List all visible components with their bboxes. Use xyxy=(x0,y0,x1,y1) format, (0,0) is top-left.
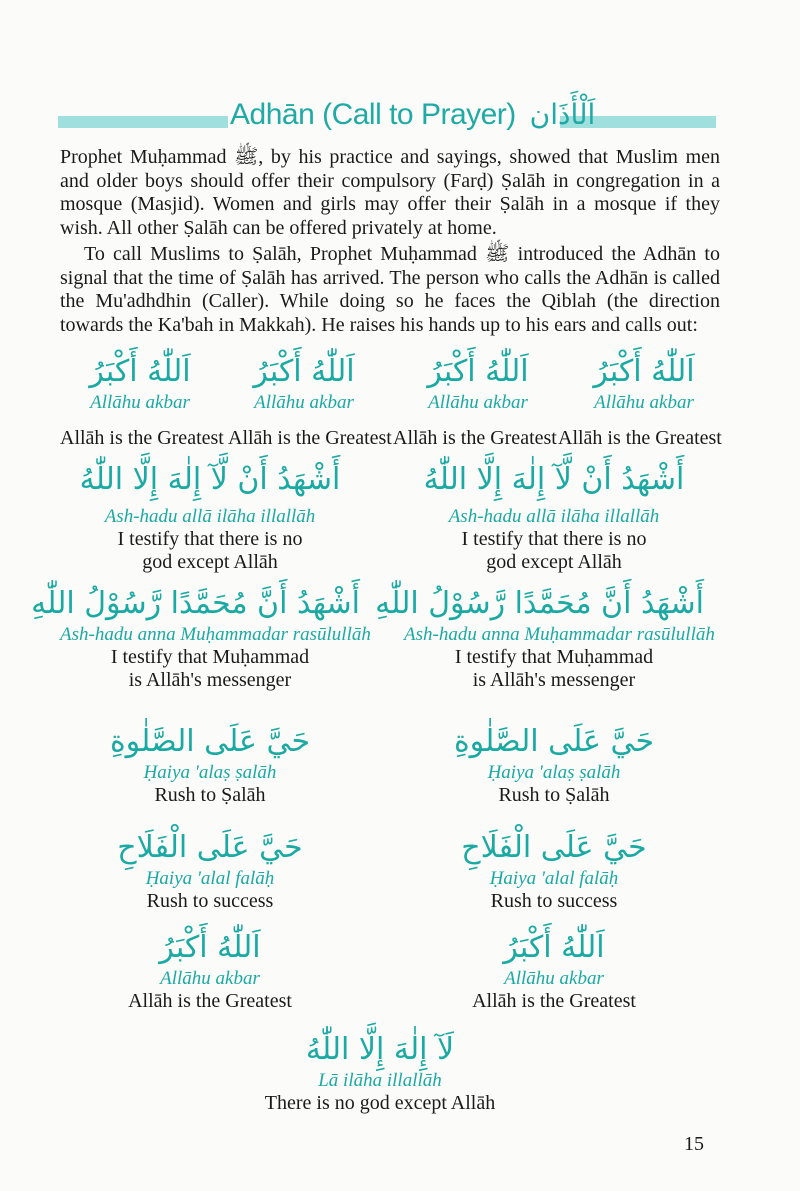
takbir-block-4 xyxy=(564,352,724,414)
shahada1-translit: Ash-hadu allā ilāha illallāh xyxy=(448,506,660,527)
salah-translit: Ḥaiya 'alaṣ ṣalāh xyxy=(487,762,621,783)
takbir-final-block-right xyxy=(404,928,704,1013)
title-arabic: اَلْأَذَان xyxy=(529,98,596,131)
shahada1-arabic: أَشْهَدُ أَنْ لَّآ إِلٰهَ إِلَّا اللّٰهُ xyxy=(79,462,341,497)
salah-meaning: Rush to Ṣalāh xyxy=(498,784,610,806)
shahada2-meaning-line2: is Allāh's messenger xyxy=(472,669,636,691)
shahada1-meaning-line2: god except Allāh xyxy=(142,551,278,573)
takbir-arabic: اَللّٰهُ أَكْبَرُ xyxy=(503,930,605,965)
takbir-translit: Allāhu akbar xyxy=(160,968,260,989)
takbir-final-block-left xyxy=(60,928,360,1013)
adhan-paragraph: To call Muslims to Ṣalāh, Prophet Muḥammad ﷺ introduced the Adhān to signal that the time of Ṣalāh has arrived. The person who calls the Adhān is called the Mu'adhdhin (Caller). While doing so he faces the Qiblah (the direction towards the Ka'bah in Makkah). He raises his hands up to his ears and calls out: xyxy=(60,243,720,336)
takbir-meaning-1: Allāh is the Greatest xyxy=(60,427,224,449)
salah-block-right xyxy=(404,722,704,807)
shahada2-block-right xyxy=(375,584,715,692)
shahada2-arabic: أَشْهَدُ أَنَّ مُحَمَّدًا رَّسُوْلُ اللّٰهِ xyxy=(31,586,360,621)
salah-arabic: حَيَّ عَلَى الصَّلٰوةِ xyxy=(109,724,311,759)
takbir-arabic: اَللّٰهُ أَكْبَرُ xyxy=(427,354,529,389)
page-number: 15 xyxy=(684,1133,704,1155)
shahada2-block-left xyxy=(31,584,371,692)
takbir-translit: Allāhu akbar xyxy=(504,968,604,989)
falah-translit: Ḥaiya 'alal falāḥ xyxy=(489,868,619,889)
shahada2-meaning-line1: I testify that Muḥammad xyxy=(454,646,654,668)
falah-translit: Ḥaiya 'alal falāḥ xyxy=(145,868,275,889)
falah-block-left xyxy=(60,828,360,913)
salah-meaning: Rush to Ṣalāh xyxy=(154,784,266,806)
falah-arabic: حَيَّ عَلَى الْفَلَاحِ xyxy=(461,830,647,865)
shahada1-meaning-line1: I testify that there is no xyxy=(117,528,303,550)
shahada1-block-left xyxy=(60,460,360,574)
intro-paragraph: Prophet Muḥammad ﷺ, by his practice and sayings, showed that Muslim men and older boys should offer their compulsory (Farḍ) Ṣalāh in congregation in a mosque (Masjid). Women and girls may offer their Ṣalāh in a mosque if they wish. All other Ṣalāh can be offered privately at home. xyxy=(60,146,720,239)
falah-meaning: Rush to success xyxy=(490,890,618,912)
takbir-meaning-2: Allāh is the Greatest xyxy=(228,427,392,449)
takbir-translit: Allāhu akbar xyxy=(428,392,528,413)
takbir-block-2 xyxy=(226,352,382,414)
tahlil-translit: Lā ilāha illallāh xyxy=(318,1070,442,1091)
falah-block-right xyxy=(404,828,704,913)
takbir-translit: Allāhu akbar xyxy=(254,392,354,413)
takbir-meaning-4: Allāh is the Greatest xyxy=(558,427,722,449)
salah-arabic: حَيَّ عَلَى الصَّلٰوةِ xyxy=(453,724,655,759)
falah-arabic: حَيَّ عَلَى الْفَلَاحِ xyxy=(117,830,303,865)
title-english: Adhān (Call to Prayer) xyxy=(230,98,516,131)
shahada2-translit: Ash-hadu anna Muḥammadar rasūlullāh xyxy=(60,624,371,645)
takbir-translit: Allāhu akbar xyxy=(594,392,694,413)
takbir-meaning-3: Allāh is the Greatest xyxy=(393,427,557,449)
takbir-block-1 xyxy=(60,352,220,414)
falah-meaning: Rush to success xyxy=(146,890,274,912)
salah-translit: Ḥaiya 'alaṣ ṣalāh xyxy=(143,762,277,783)
shahada1-block-right xyxy=(404,460,704,574)
shahada1-meaning-line2: god except Allāh xyxy=(486,551,622,573)
shahada1-arabic: أَشْهَدُ أَنْ لَّآ إِلٰهَ إِلَّا اللّٰهُ xyxy=(423,462,685,497)
shahada2-meaning-line1: I testify that Muḥammad xyxy=(110,646,310,668)
shahada2-meaning-line2: is Allāh's messenger xyxy=(128,669,292,691)
takbir-arabic: اَللّٰهُ أَكْبَرُ xyxy=(593,354,695,389)
takbir-arabic: اَللّٰهُ أَكْبَرُ xyxy=(159,930,261,965)
tahlil-block xyxy=(230,1030,530,1115)
shahada1-translit: Ash-hadu allā ilāha illallāh xyxy=(104,506,316,527)
page-title xyxy=(230,98,596,132)
takbir-translit: Allāhu akbar xyxy=(90,392,190,413)
shahada2-translit: Ash-hadu anna Muḥammadar rasūlullāh xyxy=(404,624,715,645)
takbir-meaning: Allāh is the Greatest xyxy=(472,990,636,1012)
shahada2-arabic: أَشْهَدُ أَنَّ مُحَمَّدًا رَّسُوْلُ اللّٰهِ xyxy=(375,586,704,621)
takbir-meaning: Allāh is the Greatest xyxy=(128,990,292,1012)
shahada1-meaning-line1: I testify that there is no xyxy=(461,528,647,550)
takbir-block-3 xyxy=(398,352,558,414)
salah-block-left xyxy=(60,722,360,807)
takbir-arabic: اَللّٰهُ أَكْبَرُ xyxy=(89,354,191,389)
tahlil-arabic: لَآ إِلٰهَ إِلَّا اللّٰهُ xyxy=(305,1032,455,1067)
tahlil-meaning: There is no god except Allāh xyxy=(264,1092,496,1114)
title-band-left xyxy=(58,116,228,128)
takbir-arabic: اَللّٰهُ أَكْبَرُ xyxy=(253,354,355,389)
